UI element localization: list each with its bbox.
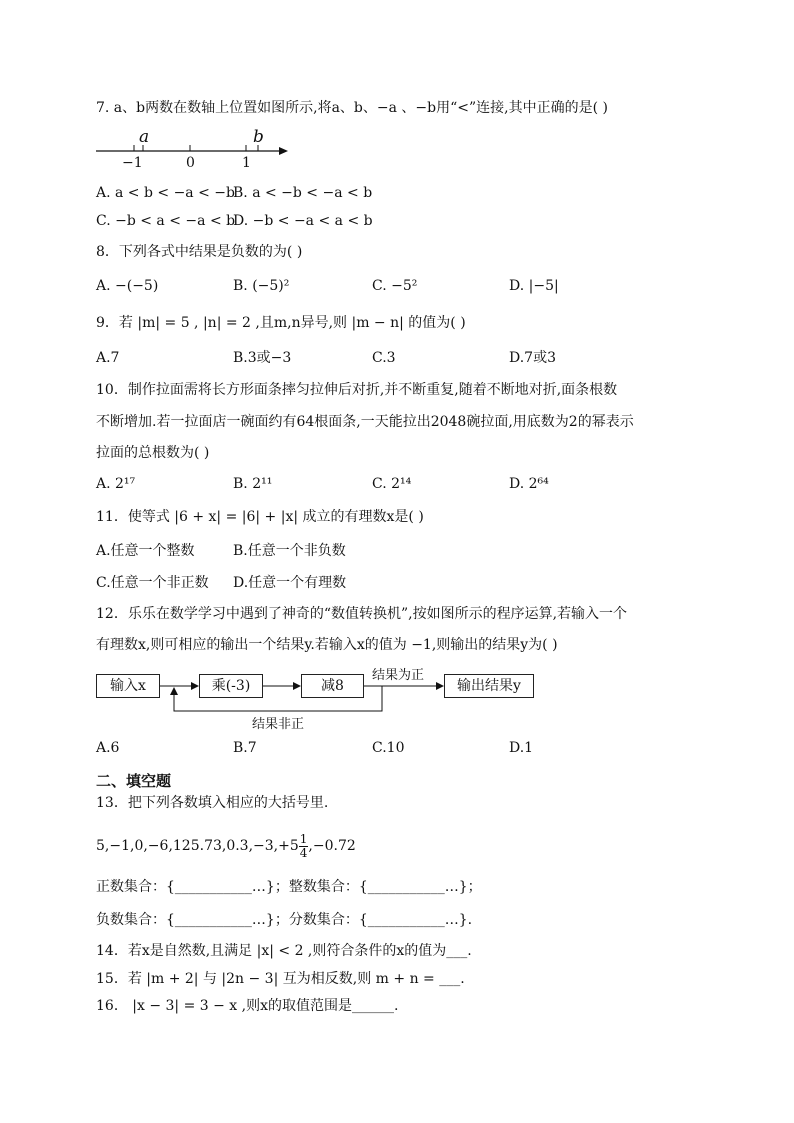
point-a-label: a bbox=[139, 127, 150, 147]
fraction-denominator: 4 bbox=[299, 845, 308, 860]
tick-label-minus-one: −1 bbox=[122, 155, 143, 171]
q13-sets-line1: 正数集合：{___________…}；整数集合：{___________…}； bbox=[96, 879, 482, 895]
flow-output-box: 输出结果y bbox=[444, 674, 534, 698]
q9-option-b: B.3或−3 bbox=[233, 350, 292, 366]
section-fill-in-title: 二、填空题 bbox=[96, 772, 172, 790]
tick-label-zero: 0 bbox=[186, 155, 195, 171]
q8-option-d: D. |−5| bbox=[509, 278, 559, 294]
q11-stem: 11．使等式 |6 + x| = |6| + |x| 成立的有理数x是( ) bbox=[96, 509, 424, 525]
q10-option-b: B. 2¹¹ bbox=[233, 476, 273, 492]
q10-option-a: A. 2¹⁷ bbox=[96, 476, 136, 492]
q12-option-d: D.1 bbox=[509, 740, 534, 756]
q11-option-b: B.任意一个非负数 bbox=[233, 543, 346, 559]
fraction-one-quarter bbox=[299, 833, 309, 860]
flow-input-box: 输入x bbox=[96, 674, 160, 698]
q9-stem: 9．若 |m| = 5 , |n| = 2 ,且m,n异号,则 |m − n| 的值为( ) bbox=[96, 315, 466, 331]
flow-positive-label: 结果为正 bbox=[372, 668, 425, 683]
flow-subtract-box: 减8 bbox=[301, 674, 364, 698]
q13-numbers-prefix: 5,−1,0,−6,125.73,0.3,−3,+5 bbox=[96, 838, 299, 854]
q16-stem: 16． |x − 3| = 3 − x ,则x的取值范围是______. bbox=[96, 998, 399, 1014]
fraction-numerator: 1 bbox=[299, 831, 308, 846]
q13-stem: 13．把下列各数填入相应的大括号里. bbox=[96, 795, 329, 811]
q14-stem: 14．若x是自然数,且满足 |x| < 2 ,则符合条件的x的值为___. bbox=[96, 943, 472, 959]
q13-numbers bbox=[96, 832, 356, 860]
q8-stem: 8．下列各式中结果是负数的为( ) bbox=[96, 244, 303, 260]
q7-option-b: B. a < −b < −a < b bbox=[233, 185, 373, 201]
q13-sets-line2: 负数集合：{___________…}；分数集合：{___________…}. bbox=[96, 912, 473, 928]
q9-option-d: D.7或3 bbox=[509, 350, 556, 366]
q15-stem: 15．若 |m + 2| 与 |2n − 3| 互为相反数,则 m + n = ___. bbox=[96, 971, 465, 987]
q9-option-a: A.7 bbox=[96, 350, 120, 366]
q8-option-b: B. (−5)² bbox=[233, 278, 290, 294]
q12-option-a: A.6 bbox=[96, 740, 120, 756]
q11-option-a: A.任意一个整数 bbox=[96, 543, 195, 559]
q10-option-d: D. 2⁶⁴ bbox=[509, 476, 549, 492]
q13-numbers-suffix: ,−0.72 bbox=[308, 838, 356, 854]
point-b-label: b bbox=[253, 127, 264, 147]
q10-option-c: C. 2¹⁴ bbox=[372, 476, 412, 492]
flow-multiply-box: 乘(-3) bbox=[199, 674, 263, 698]
q12-option-c: C.10 bbox=[372, 740, 405, 756]
q10-stem-line2: 不断增加.若一拉面店一碗面约有64根面条,一天能拉出2048碗拉面,用底数为2的幂表示 bbox=[96, 414, 634, 430]
q10-stem-line3: 拉面的总根数为( ) bbox=[96, 445, 210, 461]
tick-label-one: 1 bbox=[242, 155, 251, 171]
q7-option-d: D. −b < −a < a < b bbox=[233, 213, 373, 229]
flow-not-positive-label: 结果非正 bbox=[252, 717, 305, 732]
q10-stem-line1: 10．制作拉面需将长方形面条摔匀拉伸后对折,并不断重复,随着不断地对折,面条根数 bbox=[96, 382, 618, 398]
q9-option-c: C.3 bbox=[372, 350, 396, 366]
q11-option-d: D.任意一个有理数 bbox=[233, 575, 347, 591]
q12-stem-line1: 12．乐乐在数学学习中遇到了神奇的“数值转换机”,按如图所示的程序运算,若输入一个 bbox=[96, 606, 628, 622]
q7-option-c: C. −b < a < −a < b bbox=[96, 213, 236, 229]
q8-option-c: C. −5² bbox=[372, 278, 418, 294]
q11-option-c: C.任意一个非正数 bbox=[96, 575, 209, 591]
q7-stem: 7. a、b两数在数轴上位置如图所示,将a、b、−a 、−b用“<”连接,其中正确的是( ) bbox=[96, 100, 608, 116]
q8-option-a: A. −(−5) bbox=[96, 278, 159, 294]
q7-option-a: A. a < b < −a < −b bbox=[96, 185, 235, 201]
q12-stem-line2: 有理数x,则可相应的输出一个结果y.若输入x的值为 −1,则输出的结果y为( ) bbox=[96, 637, 558, 653]
q12-option-b: B.7 bbox=[233, 740, 257, 756]
